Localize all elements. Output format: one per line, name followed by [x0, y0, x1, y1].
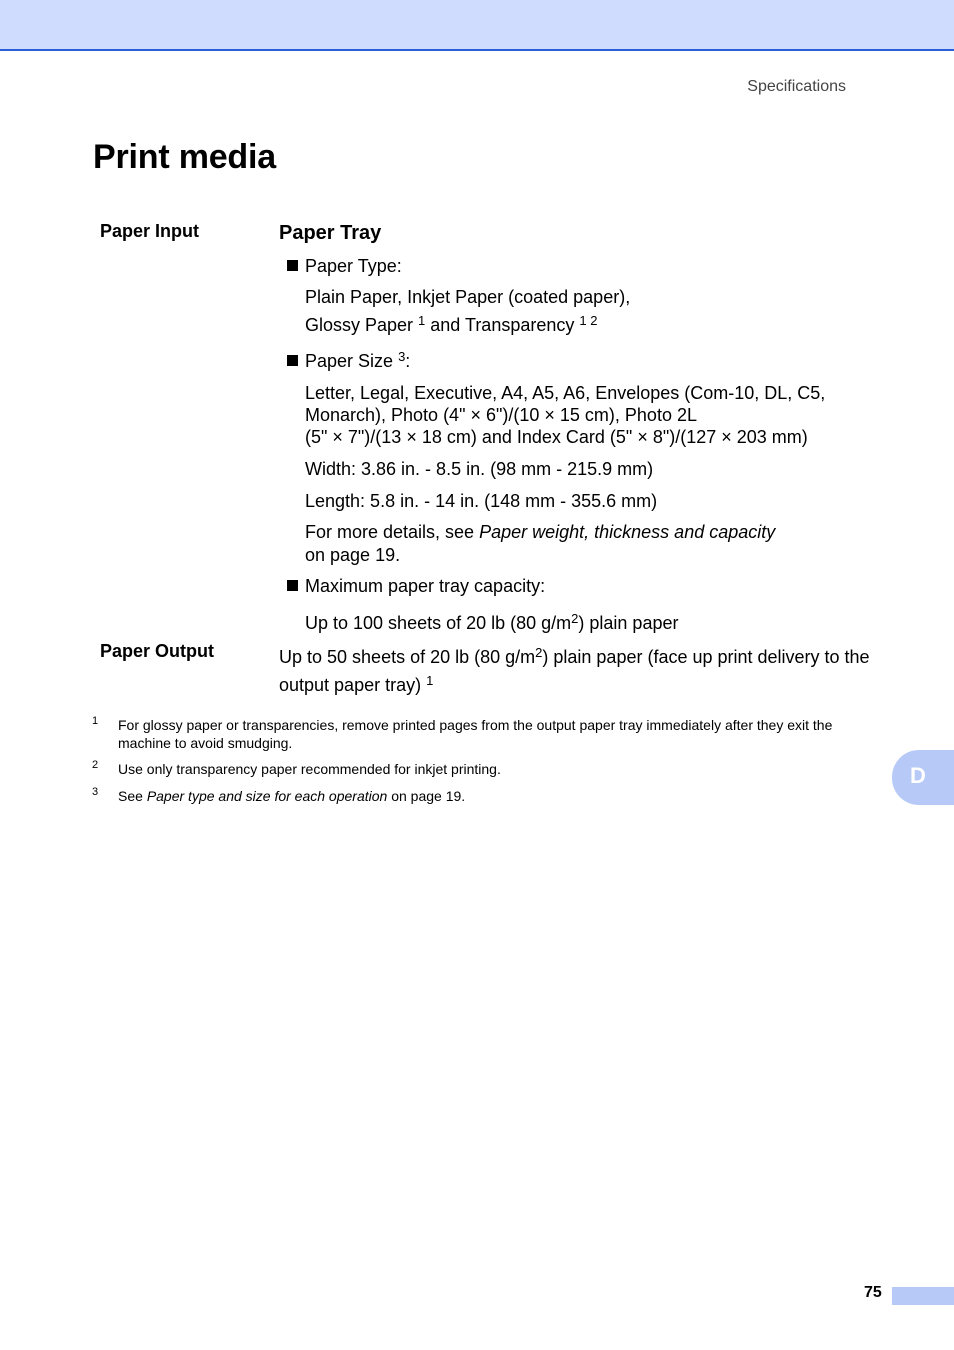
paper-output-line2: output paper tray) $^1$: [279, 673, 434, 695]
paper-length: Length: 5.8 in. - 14 in. (148 mm - 355.6 mm): [305, 491, 658, 511]
more-details-line1: For more details, see Paper weight, thickness and capacity: [305, 522, 776, 542]
paper-sizes-line1: Letter, Legal, Executive, A4, A5, A6, Envelopes (Com-10, DL, C5,: [305, 383, 826, 403]
paper-width: Width: 3.86 in. - 8.5 in. (98 mm - 215.9 mm): [305, 459, 654, 479]
bullet-square-icon: [287, 260, 298, 271]
capacity-text: Up to 100 sheets of 20 lb (80 $g/m^2$) plain paper: [305, 611, 679, 633]
more-details-line2: on page 19.: [305, 545, 401, 565]
paper-output-label: Paper Output: [100, 641, 215, 661]
page-number-bar: [892, 1287, 954, 1305]
cross-reference-link[interactable]: Paper weight, thickness and capacity: [479, 522, 776, 542]
paper-sizes-line3: (5" × 7")/(13 × 18 cm) and Index Card (5" × 8")/(127 × 203 mm): [305, 427, 808, 447]
cross-reference-link[interactable]: Paper type and size for each operation: [146, 788, 388, 804]
footnote-ref: 3: [398, 349, 406, 364]
paper-tray-heading: Paper Tray: [279, 222, 382, 244]
chapter-tab: [892, 750, 954, 805]
bullet-square-icon: [287, 355, 298, 366]
capacity-bullet: Maximum paper tray capacity:: [287, 575, 545, 597]
paper-input-label: Paper Input: [100, 221, 200, 241]
paper-type-label: Paper Type:: [305, 256, 402, 276]
page-number: 75: [864, 1284, 882, 1301]
paper-size-bullet: Paper Size $^3$:: [287, 350, 410, 372]
chapter-tab-letter: D: [910, 763, 926, 788]
bullet-square-icon: [287, 580, 298, 591]
footnote-ref: 1: [418, 313, 426, 328]
paper-output-line1: Up to 50 sheets of 20 lb (80 $g/m^2$) plain paper (face up print delivery to the: [279, 645, 870, 667]
paper-sizes-line2: Monarch), Photo (4" × 6")/(10 × 15 cm), Photo 2L: [305, 405, 697, 425]
section-name: Specifications: [747, 78, 846, 95]
paper-type-line1: Plain Paper, Inkjet Paper (coated paper),: [305, 287, 631, 307]
paper-type-line2: Glossy Paper $^1$ and Transparency $^{1 2}$: [305, 313, 598, 335]
footnote-ref: 1: [426, 673, 434, 688]
footnote-ref: 1 2: [579, 313, 598, 328]
paper-type-bullet: [287, 255, 402, 277]
page-title: Print media: [93, 138, 276, 176]
header-band: [0, 0, 954, 51]
